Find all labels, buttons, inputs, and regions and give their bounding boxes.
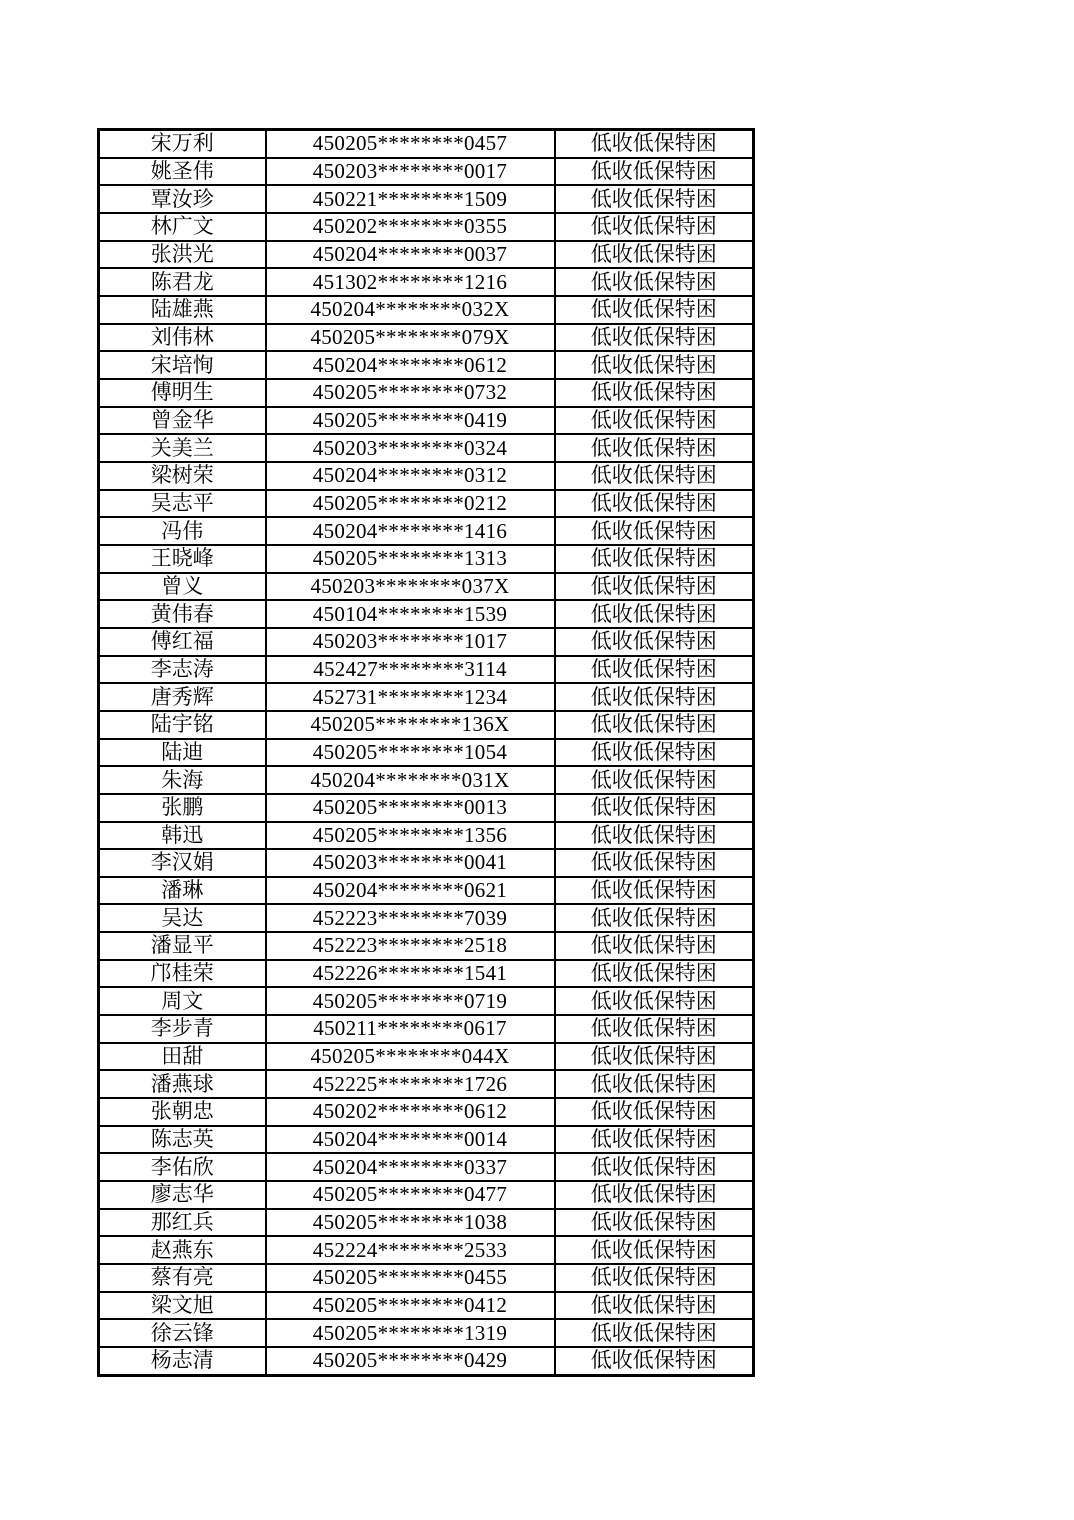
table-row bbox=[99, 213, 754, 241]
category-cell: 低收低保特困 bbox=[555, 573, 754, 601]
name-cell: 宋培恂 bbox=[99, 351, 266, 379]
category-cell: 低收低保特困 bbox=[555, 379, 754, 407]
id-cell: 452223********2518 bbox=[266, 932, 555, 960]
name-cell: 徐云锋 bbox=[99, 1319, 266, 1347]
table-row bbox=[99, 849, 754, 877]
table-row bbox=[99, 1292, 754, 1320]
table-row bbox=[99, 268, 754, 296]
category-cell: 低收低保特困 bbox=[555, 213, 754, 241]
name-cell: 那红兵 bbox=[99, 1209, 266, 1237]
id-cell: 450204********0337 bbox=[266, 1153, 555, 1181]
name-cell: 张朝忠 bbox=[99, 1098, 266, 1126]
name-cell: 潘燕球 bbox=[99, 1070, 266, 1098]
table-row bbox=[99, 462, 754, 490]
table-row bbox=[99, 545, 754, 573]
category-cell: 低收低保特困 bbox=[555, 600, 754, 628]
table-row bbox=[99, 130, 754, 158]
name-cell: 陈君龙 bbox=[99, 268, 266, 296]
id-cell: 452223********7039 bbox=[266, 904, 555, 932]
category-cell: 低收低保特困 bbox=[555, 241, 754, 269]
table-row bbox=[99, 1126, 754, 1154]
category-cell: 低收低保特困 bbox=[555, 739, 754, 767]
id-cell: 450204********0621 bbox=[266, 877, 555, 905]
category-cell: 低收低保特困 bbox=[555, 462, 754, 490]
name-cell: 吴志平 bbox=[99, 490, 266, 518]
category-cell: 低收低保特困 bbox=[555, 1015, 754, 1043]
category-cell: 低收低保特困 bbox=[555, 794, 754, 822]
id-cell: 450202********0612 bbox=[266, 1098, 555, 1126]
id-cell: 450205********044X bbox=[266, 1043, 555, 1071]
id-cell: 450203********0017 bbox=[266, 158, 555, 186]
table-row bbox=[99, 434, 754, 462]
name-cell: 赵燕东 bbox=[99, 1236, 266, 1264]
id-cell: 450205********1054 bbox=[266, 739, 555, 767]
name-cell: 陆雄燕 bbox=[99, 296, 266, 324]
id-cell: 450205********079X bbox=[266, 324, 555, 352]
name-cell: 潘琳 bbox=[99, 877, 266, 905]
table-row bbox=[99, 656, 754, 684]
name-cell: 刘伟林 bbox=[99, 324, 266, 352]
category-cell: 低收低保特困 bbox=[555, 1098, 754, 1126]
category-cell: 低收低保特困 bbox=[555, 1292, 754, 1320]
table-row bbox=[99, 517, 754, 545]
id-cell: 451302********1216 bbox=[266, 268, 555, 296]
name-cell: 宋万利 bbox=[99, 130, 266, 158]
category-cell: 低收低保特困 bbox=[555, 960, 754, 988]
category-cell: 低收低保特困 bbox=[555, 268, 754, 296]
table-row bbox=[99, 296, 754, 324]
name-cell: 韩迅 bbox=[99, 822, 266, 850]
name-cell: 曾金华 bbox=[99, 407, 266, 435]
id-cell: 450205********0732 bbox=[266, 379, 555, 407]
table-row bbox=[99, 407, 754, 435]
id-cell: 450205********0419 bbox=[266, 407, 555, 435]
table-row bbox=[99, 1015, 754, 1043]
id-cell: 452224********2533 bbox=[266, 1236, 555, 1264]
table-row bbox=[99, 490, 754, 518]
name-cell: 冯伟 bbox=[99, 517, 266, 545]
table-row bbox=[99, 379, 754, 407]
id-cell: 450205********0455 bbox=[266, 1264, 555, 1292]
id-cell: 450204********031X bbox=[266, 766, 555, 794]
table-row bbox=[99, 822, 754, 850]
id-cell: 450205********1038 bbox=[266, 1209, 555, 1237]
table-row bbox=[99, 1236, 754, 1264]
id-cell: 450203********1017 bbox=[266, 628, 555, 656]
name-cell: 朱海 bbox=[99, 766, 266, 794]
table-row bbox=[99, 711, 754, 739]
name-cell: 黄伟春 bbox=[99, 600, 266, 628]
category-cell: 低收低保特困 bbox=[555, 490, 754, 518]
table-row bbox=[99, 987, 754, 1015]
id-cell: 450205********0212 bbox=[266, 490, 555, 518]
table-row bbox=[99, 158, 754, 186]
id-cell: 450202********0355 bbox=[266, 213, 555, 241]
table-row bbox=[99, 739, 754, 767]
id-cell: 450205********1319 bbox=[266, 1319, 555, 1347]
category-cell: 低收低保特困 bbox=[555, 849, 754, 877]
category-cell: 低收低保特困 bbox=[555, 185, 754, 213]
category-cell: 低收低保特困 bbox=[555, 351, 754, 379]
table-row bbox=[99, 600, 754, 628]
id-cell: 450204********1416 bbox=[266, 517, 555, 545]
category-cell: 低收低保特困 bbox=[555, 1043, 754, 1071]
table-row bbox=[99, 877, 754, 905]
id-cell: 450205********0412 bbox=[266, 1292, 555, 1320]
id-cell: 450205********0013 bbox=[266, 794, 555, 822]
name-cell: 陆宇铭 bbox=[99, 711, 266, 739]
beneficiary-table bbox=[97, 128, 755, 1377]
table-row bbox=[99, 1043, 754, 1071]
id-cell: 452731********1234 bbox=[266, 683, 555, 711]
name-cell: 李佑欣 bbox=[99, 1153, 266, 1181]
id-cell: 450205********1313 bbox=[266, 545, 555, 573]
category-cell: 低收低保特困 bbox=[555, 1319, 754, 1347]
table-row bbox=[99, 573, 754, 601]
name-cell: 周文 bbox=[99, 987, 266, 1015]
category-cell: 低收低保特困 bbox=[555, 517, 754, 545]
id-cell: 450205********136X bbox=[266, 711, 555, 739]
id-cell: 450203********0041 bbox=[266, 849, 555, 877]
name-cell: 唐秀辉 bbox=[99, 683, 266, 711]
category-cell: 低收低保特困 bbox=[555, 932, 754, 960]
category-cell: 低收低保特困 bbox=[555, 683, 754, 711]
id-cell: 450204********0312 bbox=[266, 462, 555, 490]
name-cell: 关美兰 bbox=[99, 434, 266, 462]
category-cell: 低收低保特困 bbox=[555, 324, 754, 352]
name-cell: 梁文旭 bbox=[99, 1292, 266, 1320]
table-row bbox=[99, 932, 754, 960]
category-cell: 低收低保特困 bbox=[555, 1153, 754, 1181]
category-cell: 低收低保特困 bbox=[555, 1070, 754, 1098]
category-cell: 低收低保特困 bbox=[555, 545, 754, 573]
table-row bbox=[99, 683, 754, 711]
name-cell: 廖志华 bbox=[99, 1181, 266, 1209]
name-cell: 潘显平 bbox=[99, 932, 266, 960]
table-row bbox=[99, 1347, 754, 1376]
name-cell: 田甜 bbox=[99, 1043, 266, 1071]
category-cell: 低收低保特困 bbox=[555, 1181, 754, 1209]
category-cell: 低收低保特困 bbox=[555, 1209, 754, 1237]
name-cell: 吴达 bbox=[99, 904, 266, 932]
name-cell: 陆迪 bbox=[99, 739, 266, 767]
name-cell: 王晓峰 bbox=[99, 545, 266, 573]
name-cell: 傅红福 bbox=[99, 628, 266, 656]
category-cell: 低收低保特困 bbox=[555, 711, 754, 739]
table-row bbox=[99, 1070, 754, 1098]
name-cell: 张洪光 bbox=[99, 241, 266, 269]
category-cell: 低收低保特困 bbox=[555, 877, 754, 905]
category-cell: 低收低保特困 bbox=[555, 158, 754, 186]
table-row bbox=[99, 1098, 754, 1126]
category-cell: 低收低保特困 bbox=[555, 987, 754, 1015]
id-cell: 450104********1539 bbox=[266, 600, 555, 628]
category-cell: 低收低保特困 bbox=[555, 1126, 754, 1154]
table-row bbox=[99, 1264, 754, 1292]
category-cell: 低收低保特困 bbox=[555, 1264, 754, 1292]
name-cell: 李汉娟 bbox=[99, 849, 266, 877]
id-cell: 450205********0457 bbox=[266, 130, 555, 158]
name-cell: 杨志清 bbox=[99, 1347, 266, 1376]
table-row bbox=[99, 794, 754, 822]
category-cell: 低收低保特困 bbox=[555, 628, 754, 656]
name-cell: 林广文 bbox=[99, 213, 266, 241]
category-cell: 低收低保特困 bbox=[555, 130, 754, 158]
table-row bbox=[99, 324, 754, 352]
name-cell: 李步青 bbox=[99, 1015, 266, 1043]
category-cell: 低收低保特困 bbox=[555, 656, 754, 684]
name-cell: 邝桂荣 bbox=[99, 960, 266, 988]
category-cell: 低收低保特困 bbox=[555, 407, 754, 435]
id-cell: 452226********1541 bbox=[266, 960, 555, 988]
id-cell: 450205********1356 bbox=[266, 822, 555, 850]
name-cell: 姚圣伟 bbox=[99, 158, 266, 186]
category-cell: 低收低保特困 bbox=[555, 1347, 754, 1376]
name-cell: 梁树荣 bbox=[99, 462, 266, 490]
id-cell: 450203********037X bbox=[266, 573, 555, 601]
name-cell: 覃汝珍 bbox=[99, 185, 266, 213]
category-cell: 低收低保特困 bbox=[555, 296, 754, 324]
table-row bbox=[99, 1209, 754, 1237]
category-cell: 低收低保特困 bbox=[555, 766, 754, 794]
table-row bbox=[99, 241, 754, 269]
table-row bbox=[99, 1319, 754, 1347]
id-cell: 450204********0014 bbox=[266, 1126, 555, 1154]
id-cell: 450205********0477 bbox=[266, 1181, 555, 1209]
table-row bbox=[99, 1181, 754, 1209]
category-cell: 低收低保特困 bbox=[555, 434, 754, 462]
category-cell: 低收低保特困 bbox=[555, 822, 754, 850]
name-cell: 曾义 bbox=[99, 573, 266, 601]
id-cell: 450205********0719 bbox=[266, 987, 555, 1015]
category-cell: 低收低保特困 bbox=[555, 904, 754, 932]
table-body bbox=[99, 130, 754, 1376]
name-cell: 陈志英 bbox=[99, 1126, 266, 1154]
name-cell: 傅明生 bbox=[99, 379, 266, 407]
id-cell: 450204********0037 bbox=[266, 241, 555, 269]
table-row bbox=[99, 904, 754, 932]
id-cell: 452225********1726 bbox=[266, 1070, 555, 1098]
table-row bbox=[99, 1153, 754, 1181]
name-cell: 张鹏 bbox=[99, 794, 266, 822]
table-row bbox=[99, 960, 754, 988]
table-row bbox=[99, 185, 754, 213]
id-cell: 450203********0324 bbox=[266, 434, 555, 462]
id-cell: 450205********0429 bbox=[266, 1347, 555, 1376]
id-cell: 450211********0617 bbox=[266, 1015, 555, 1043]
id-cell: 450204********0612 bbox=[266, 351, 555, 379]
table-row bbox=[99, 766, 754, 794]
table-row bbox=[99, 628, 754, 656]
category-cell: 低收低保特困 bbox=[555, 1236, 754, 1264]
table-row bbox=[99, 351, 754, 379]
id-cell: 450204********032X bbox=[266, 296, 555, 324]
id-cell: 450221********1509 bbox=[266, 185, 555, 213]
name-cell: 李志涛 bbox=[99, 656, 266, 684]
id-cell: 452427********3114 bbox=[266, 656, 555, 684]
name-cell: 蔡有亮 bbox=[99, 1264, 266, 1292]
